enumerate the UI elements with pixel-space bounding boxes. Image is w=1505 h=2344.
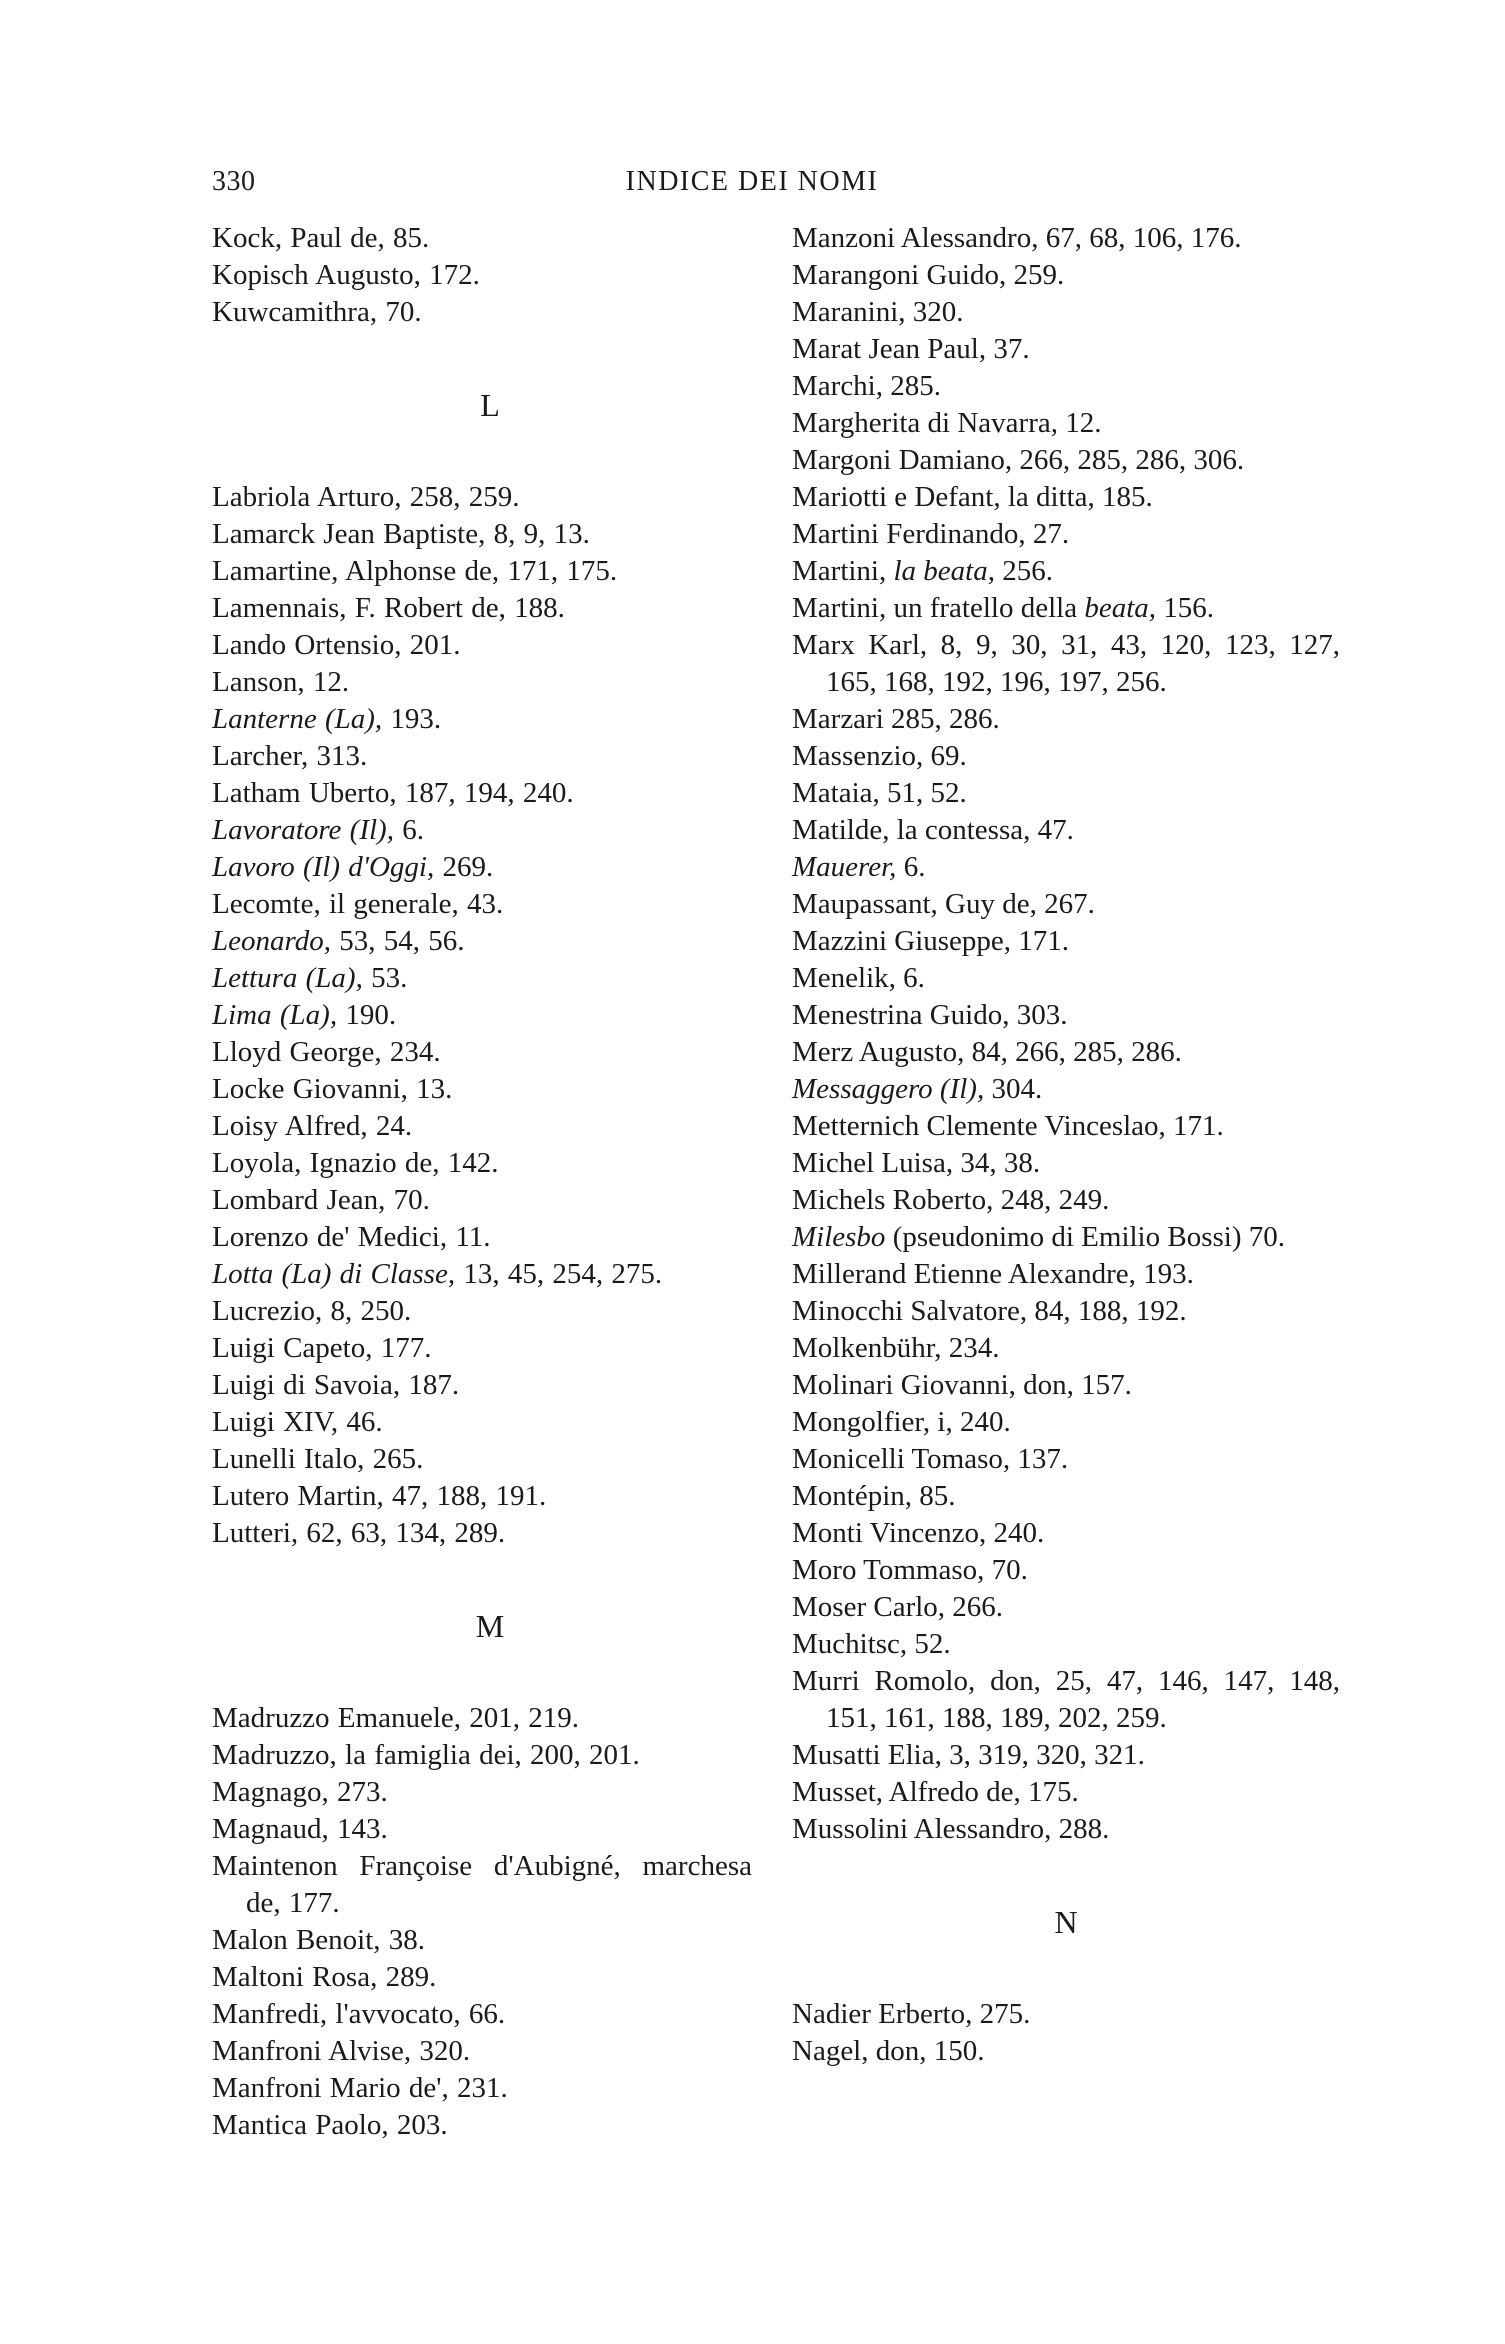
index-entry xyxy=(792,1811,1340,1848)
index-entry xyxy=(212,1404,752,1441)
entry-text: Lando Ortensio, 201. xyxy=(212,629,461,661)
index-entry xyxy=(212,1256,752,1293)
entry-text: Locke Giovanni, 13. xyxy=(212,1073,453,1105)
entry-text: 53. xyxy=(362,962,408,994)
index-entry xyxy=(212,1145,752,1182)
entry-text: Menelik, 6. xyxy=(792,962,925,994)
entry-text: Michel Luisa, 34, 38. xyxy=(792,1147,1041,1179)
index-entry xyxy=(792,294,1340,331)
entry-text: Luigi XIV, 46. xyxy=(212,1406,383,1438)
left-column xyxy=(212,220,752,2144)
index-entry xyxy=(792,627,1340,701)
entry-italic-title: Messaggero (Il), xyxy=(792,1073,985,1105)
index-entry xyxy=(792,1108,1340,1145)
entry-text: 6. xyxy=(393,814,424,846)
entry-text: Monicelli Tomaso, 137. xyxy=(792,1443,1069,1475)
entry-text: Madruzzo Emanuele, 201, 219. xyxy=(212,1702,580,1734)
index-entry xyxy=(792,405,1340,442)
running-title: INDICE DEI NOMI xyxy=(625,166,879,197)
index-entry xyxy=(792,1071,1340,1108)
entry-text: Merz Augusto, 84, 266, 285, 286. xyxy=(792,1036,1182,1068)
index-entry xyxy=(792,997,1340,1034)
entry-text: Kopisch Augusto, 172. xyxy=(212,259,480,291)
index-entry xyxy=(212,2070,752,2107)
index-entry xyxy=(792,1626,1340,1663)
index-entry xyxy=(792,738,1340,775)
index-entry xyxy=(792,1441,1340,1478)
index-entry xyxy=(212,701,752,738)
index-entry xyxy=(792,442,1340,479)
entry-text-after: 256. xyxy=(995,555,1053,587)
entry-text: Massenzio, 69. xyxy=(792,740,967,772)
entry-text: Martini, xyxy=(792,555,894,587)
entry-text: Lombard Jean, 70. xyxy=(212,1184,430,1216)
index-entry xyxy=(792,331,1340,368)
entry-text: Musset, Alfredo de, 175. xyxy=(792,1776,1079,1808)
entry-text: Maranini, 320. xyxy=(792,296,964,328)
index-entry xyxy=(212,1848,752,1922)
entry-text: Maupassant, Guy de, 267. xyxy=(792,888,1095,920)
index-entry xyxy=(212,1478,752,1515)
entry-text: Mussolini Alessandro, 288. xyxy=(792,1813,1110,1845)
index-entry xyxy=(792,368,1340,405)
index-entry xyxy=(792,257,1340,294)
index-entry xyxy=(792,1774,1340,1811)
entry-text: Musatti Elia, 3, 319, 320, 321. xyxy=(792,1739,1145,1771)
index-entry xyxy=(792,1478,1340,1515)
entry-text: Martini Ferdinando, 27. xyxy=(792,518,1070,550)
entry-text: Muchitsc, 52. xyxy=(792,1628,951,1660)
index-entry xyxy=(792,1367,1340,1404)
entry-text: Malon Benoit, 38. xyxy=(212,1924,426,1956)
index-entry xyxy=(792,1256,1340,1293)
entry-text: Madruzzo, la famiglia dei, 200, 201. xyxy=(212,1739,640,1771)
entry-text: Lloyd George, 234. xyxy=(212,1036,441,1068)
index-entry xyxy=(212,886,752,923)
index-entry xyxy=(792,1219,1340,1256)
index-entry xyxy=(792,1034,1340,1071)
index-entry xyxy=(792,553,1340,590)
index-entry xyxy=(792,1404,1340,1441)
entry-text: Margoni Damiano, 266, 285, 286, 306. xyxy=(792,444,1245,476)
entry-text: Martini, un fratello della xyxy=(792,592,1085,624)
entry-text: Lutero Martin, 47, 188, 191. xyxy=(212,1480,547,1512)
index-entry xyxy=(212,960,752,997)
index-entry xyxy=(792,886,1340,923)
index-entry xyxy=(212,1922,752,1959)
entry-text: Lamennais, F. Robert de, 188. xyxy=(212,592,565,624)
entry-text: Millerand Etienne Alexandre, 193. xyxy=(792,1258,1194,1290)
entry-text: Lorenzo de' Medici, 11. xyxy=(212,1221,491,1253)
index-entry xyxy=(212,2107,752,2144)
entry-text: Manzoni Alessandro, 67, 68, 106, 176. xyxy=(792,222,1242,254)
entry-text: Luigi di Savoia, 187. xyxy=(212,1369,460,1401)
index-entry xyxy=(212,1367,752,1404)
entry-italic-title: Lettura (La), xyxy=(212,962,363,994)
entry-italic-title: Lanterne (La), xyxy=(212,703,383,735)
entry-text: Manfredi, l'avvocato, 66. xyxy=(212,1998,506,2030)
index-entry xyxy=(212,1959,752,1996)
entry-italic-title: la beata, xyxy=(893,555,995,587)
entry-text: Manfroni Alvise, 320. xyxy=(212,2035,471,2067)
index-entry xyxy=(212,664,752,701)
entry-text: Mazzini Giuseppe, 171. xyxy=(792,925,1070,957)
entry-text: Loyola, Ignazio de, 142. xyxy=(212,1147,499,1179)
page-number: 330 xyxy=(212,166,256,197)
index-entry xyxy=(792,1182,1340,1219)
entry-text: Nadier Erberto, 275. xyxy=(792,1998,1031,2030)
entry-italic-title: Leonardo, xyxy=(212,925,331,957)
index-entry xyxy=(212,1330,752,1367)
entry-italic-title: Mauerer, xyxy=(792,851,897,883)
index-entry xyxy=(792,590,1340,627)
entry-italic-title: Lavoro (Il) d'Oggi, xyxy=(212,851,435,883)
entry-text: Moro Tommaso, 70. xyxy=(792,1554,1028,1586)
index-entry xyxy=(212,590,752,627)
index-entry xyxy=(212,1811,752,1848)
entry-text: 13, 45, 254, 275. xyxy=(455,1258,663,1290)
index-entry xyxy=(792,1663,1340,1737)
index-entry xyxy=(212,2033,752,2070)
index-entry xyxy=(212,1219,752,1256)
entry-text: Minocchi Salvatore, 84, 188, 192. xyxy=(792,1295,1187,1327)
index-entry xyxy=(212,627,752,664)
entry-text: 53, 54, 56. xyxy=(330,925,465,957)
index-entry xyxy=(792,2033,1340,2070)
entry-text: Mantica Paolo, 203. xyxy=(212,2109,448,2141)
index-entry xyxy=(792,775,1340,812)
entry-text: 304. xyxy=(984,1073,1043,1105)
entry-text: Moser Carlo, 266. xyxy=(792,1591,1004,1623)
entry-text: Kuwcamithra, 70. xyxy=(212,296,422,328)
index-entry xyxy=(792,1145,1340,1182)
index-entry xyxy=(792,479,1340,516)
index-entry xyxy=(212,923,752,960)
entry-text: Montépin, 85. xyxy=(792,1480,956,1512)
entry-text: Lanson, 12. xyxy=(212,666,350,698)
entry-text: Marat Jean Paul, 37. xyxy=(792,333,1030,365)
index-entry xyxy=(212,1700,752,1737)
entry-text: Marx Karl, 8, 9, 30, 31, 43, 120, 123, 127, 165, 168, 192, 196, 197, 256. xyxy=(792,629,1340,698)
index-entry xyxy=(792,1996,1340,2033)
entry-text: Kock, Paul de, 85. xyxy=(212,222,430,254)
index-entry xyxy=(792,1589,1340,1626)
entry-text: Murri Romolo, don, 25, 47, 146, 147, 148, 151, 161, 188, 189, 202, 259. xyxy=(792,1665,1340,1734)
index-entry xyxy=(212,849,752,886)
index-entry xyxy=(212,516,752,553)
index-entry xyxy=(212,1108,752,1145)
entry-text: Latham Uberto, 187, 194, 240. xyxy=(212,777,574,809)
right-column xyxy=(792,220,1340,2070)
index-entry xyxy=(212,220,752,257)
entry-text: Matilde, la contessa, 47. xyxy=(792,814,1074,846)
entry-text: Mataia, 51, 52. xyxy=(792,777,967,809)
index-entry xyxy=(212,553,752,590)
entry-text: Margherita di Navarra, 12. xyxy=(792,407,1102,439)
entry-text: Molkenbühr, 234. xyxy=(792,1332,1000,1364)
entry-text: 190. xyxy=(337,999,397,1031)
entry-text: Magnago, 273. xyxy=(212,1776,388,1808)
entry-text: Lucrezio, 8, 250. xyxy=(212,1295,412,1327)
index-entry xyxy=(212,257,752,294)
entry-text: Larcher, 313. xyxy=(212,740,368,772)
entry-text-after: 156. xyxy=(1156,592,1215,624)
index-entry xyxy=(792,812,1340,849)
index-entry xyxy=(212,738,752,775)
entry-italic-title: Lima (La), xyxy=(212,999,338,1031)
entry-text: Loisy Alfred, 24. xyxy=(212,1110,413,1142)
section-letter: N xyxy=(1054,1904,1078,1940)
entry-text: Menestrina Guido, 303. xyxy=(792,999,1068,1031)
index-entry xyxy=(792,1330,1340,1367)
index-entry xyxy=(212,479,752,516)
index-entry xyxy=(792,516,1340,553)
index-entry xyxy=(212,1071,752,1108)
index-entry xyxy=(792,1515,1340,1552)
entry-text: Magnaud, 143. xyxy=(212,1813,388,1845)
entry-text: Lamarck Jean Baptiste, 8, 9, 13. xyxy=(212,518,590,550)
index-entry xyxy=(212,997,752,1034)
index-entry xyxy=(212,1182,752,1219)
entry-text: Maintenon Françoise d'Aubigné, marchesa de, 177. xyxy=(212,1850,752,1919)
index-entry xyxy=(792,1293,1340,1330)
index-entry xyxy=(212,1034,752,1071)
index-entry xyxy=(792,220,1340,257)
entry-text: Marangoni Guido, 259. xyxy=(792,259,1065,291)
index-entry xyxy=(792,1737,1340,1774)
entry-text: Lunelli Italo, 265. xyxy=(212,1443,424,1475)
entry-text: Labriola Arturo, 258, 259. xyxy=(212,481,520,513)
page-header xyxy=(212,166,1292,206)
entry-text: Lecomte, il generale, 43. xyxy=(212,888,504,920)
entry-text: Mariotti e Defant, la ditta, 185. xyxy=(792,481,1153,513)
index-entry xyxy=(212,812,752,849)
entry-text: Lutteri, 62, 63, 134, 289. xyxy=(212,1517,506,1549)
index-entry xyxy=(212,1774,752,1811)
entry-text: (pseudonimo di Emilio Bossi) 70. xyxy=(885,1221,1285,1253)
entry-text: Mongolfier, i, 240. xyxy=(792,1406,1011,1438)
entry-text: 6. xyxy=(896,851,926,883)
entry-text: Maltoni Rosa, 289. xyxy=(212,1961,437,1993)
index-entry xyxy=(792,923,1340,960)
entry-italic-title: Lotta (La) di Classe, xyxy=(212,1258,456,1290)
index-entry xyxy=(212,1293,752,1330)
index-entry xyxy=(792,849,1340,886)
index-entry xyxy=(792,960,1340,997)
entry-text: Nagel, don, 150. xyxy=(792,2035,985,2067)
entry-text: Luigi Capeto, 177. xyxy=(212,1332,432,1364)
entry-text: 193. xyxy=(382,703,442,735)
section-letter: L xyxy=(480,387,500,423)
index-entry xyxy=(212,1515,752,1552)
index-entry xyxy=(212,1737,752,1774)
entry-text: Molinari Giovanni, don, 157. xyxy=(792,1369,1132,1401)
entry-text: Manfroni Mario de', 231. xyxy=(212,2072,508,2104)
entry-text: Michels Roberto, 248, 249. xyxy=(792,1184,1110,1216)
entry-text: Marchi, 285. xyxy=(792,370,941,402)
entry-text: 269. xyxy=(434,851,494,883)
section-letter: M xyxy=(475,1608,505,1644)
entry-italic-title: Milesbo xyxy=(792,1221,886,1253)
index-entry xyxy=(792,701,1340,738)
index-entry xyxy=(212,1996,752,2033)
index-entry xyxy=(212,775,752,812)
entry-text: Lamartine, Alphonse de, 171, 175. xyxy=(212,555,618,587)
index-entry xyxy=(212,294,752,331)
index-entry xyxy=(212,1441,752,1478)
index-entry xyxy=(792,1552,1340,1589)
entry-italic-title: beata, xyxy=(1084,592,1157,624)
entry-text: Monti Vincenzo, 240. xyxy=(792,1517,1045,1549)
entry-italic-title: Lavoratore (Il), xyxy=(212,814,394,846)
entry-text: Marzari 285, 286. xyxy=(792,703,1000,735)
entry-text: Metternich Clemente Vinceslao, 171. xyxy=(792,1110,1224,1142)
